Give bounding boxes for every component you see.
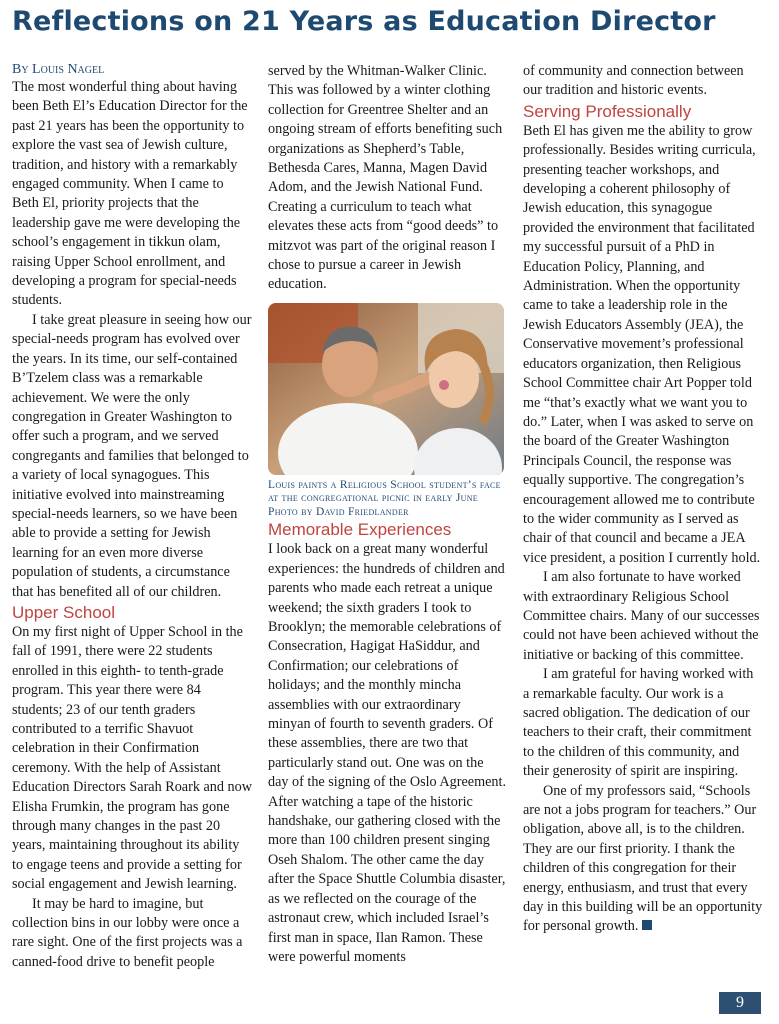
subhead-upper-school: Upper School (12, 602, 116, 622)
paragraph: I take great pleasure in seeing how our special-needs program has evolved over the years. In its time, our self-contained B’Tzelem class was a remarkable achievement. We were the only congregation in Greater Washington to offer such a program, and we served congregants and families that belonged to a variety of local synagogues. This initiative evolved into mainstreaming special-needs learners, so we have been able to provide a setting for Jewish learning for an even more diverse population of students, a circumstance that has benefited all of our children. (12, 311, 252, 600)
paragraph: Beth El has given me the ability to grow professionally. Besides writing curricula, presenting teacher workshops, and developing a coherent philosophy of Jewish education, this synagogue provided the environment that facilitated my successful pursuit of a PhD in Education Policy, Planning, and Administration. When the opportunity came to take a leadership role in the Jewish Educators Assembly (JEA), the Conservative movement’s professional educators organization, then Religious School Committee chair Art Popper told me “that’s exactly what we want you to do.” Later, when I was asked to serve on the board of the Greater Washington Principals Council, the response was equally supportive. The congregation’s encouragement allowed me to contribute to the wider community as I served as chair of that council and became a JEA vice president, a position I currently hold. (523, 122, 761, 566)
paragraph: of community and connection between our tradition and historic events. (523, 63, 744, 99)
column-3 (523, 62, 763, 937)
paragraph: I am also fortunate to have worked with extraordinary Religious School Committee chairs. Many of our successes could not have been achieved without the initiative or backing of this committee. (523, 569, 760, 663)
paragraph: The most wonderful thing about having been Beth El’s Education Director for the past 21 years has been the opportunity to explore the vast sea of Jewish culture, tradition, and history with a remarkably engaged community. When I came to Beth El, priority projects that the leadership gave me were developing the school’s engagement in tikkun olam, raising Upper School enrollment, and developing a program for special-needs students. (12, 79, 248, 309)
paragraph: served by the Whitman-Walker Clinic. This was followed by a winter clothing collection for Greentree Shelter and an ongoing stream of efforts benefiting such organizations as Shepherd’s Table, Bethesda Cares, Manna, Magen David Adom, and the Jewish National Fund. Creating a curriculum to teach what elevates these acts from “good deeds” to mitzvot was part of the original reason I chose to pursue a career in Jewish education. (268, 63, 503, 293)
photo-credit: Photo by David Friedlander (268, 505, 409, 518)
paragraph: On my first night of Upper School in the fall of 1991, there were 22 students enrolled in this eighth- to tenth-grade program. This year there were 84 students; 23 of our tenth graders contributed to a terrific Shavuot celebration in their Confirmation ceremony. With the help of Assistant Education Directors Sarah Roark and now Elisha Frumkin, the program has gone through many changes in the past 20 years, maintaining throughout its ability to engage teens and provide a setting for social engagement and Jewish learning. (12, 623, 252, 893)
end-of-article-mark (642, 920, 652, 930)
paragraph-final (523, 782, 763, 937)
article-title: Reflections on 21 Years as Education Director (12, 6, 716, 37)
paragraph: I am grateful for having worked with a remarkable faculty. Our work is a sacred obligation. The dedication of our teachers to their craft, their commitment to the children of this community, and their generosity of spirit are inspiring. (523, 666, 754, 780)
final-text: One of my professors said, “Schools are not a jobs program for teachers.” Our obligation, above all, is to the children. They are our first priority. I thank the children of this congregation for their energy, enthusiasm, and trust that every day in this building will be an opportunity for personal growth. (523, 782, 763, 935)
column-1 (12, 62, 252, 972)
subhead-serving-professionally: Serving Professionally (523, 101, 692, 121)
column-2 (268, 62, 506, 967)
subhead-memorable-experiences: Memorable Experiences (268, 520, 452, 540)
face-painting-photo (268, 303, 504, 475)
paragraph: It may be hard to imagine, but collection bins in our lobby were once a rare sight. One of the first projects was a canned-food drive to benefit people (12, 895, 243, 970)
byline: By Louis Nagel (12, 62, 105, 77)
photo-caption (268, 479, 506, 520)
photo-illustration (268, 303, 504, 475)
caption-text: Louis paints a Religious School student’s face at the congregational picnic in early June (268, 478, 501, 505)
page-number: 9 (719, 992, 761, 1014)
paragraph: I look back on a great many wonderful experiences: the hundreds of children and parents who made each retreat a unique weekend; the sixth graders I took to Brooklyn; the memorable celebrations of Consecration, Hagigat HaSiddur, and Confirmation; our celebrations of holidays; and the monthly mincha assemblies with our extraordinary minyan of fourth to seventh graders. Of these assemblies, there are two that particularly stand out. One was on the day of the signing of the Oslo Agreement. After watching a tape of the historic handshake, our gathering closed with the more than 100 children present singing Oseh Shalom. The other came the day after the Space Shuttle Columbia disaster, as we reflected on the courage of the astronaut crew, which included Israel’s first man in space, Ilan Ramon. These were powerful moments (268, 541, 506, 965)
